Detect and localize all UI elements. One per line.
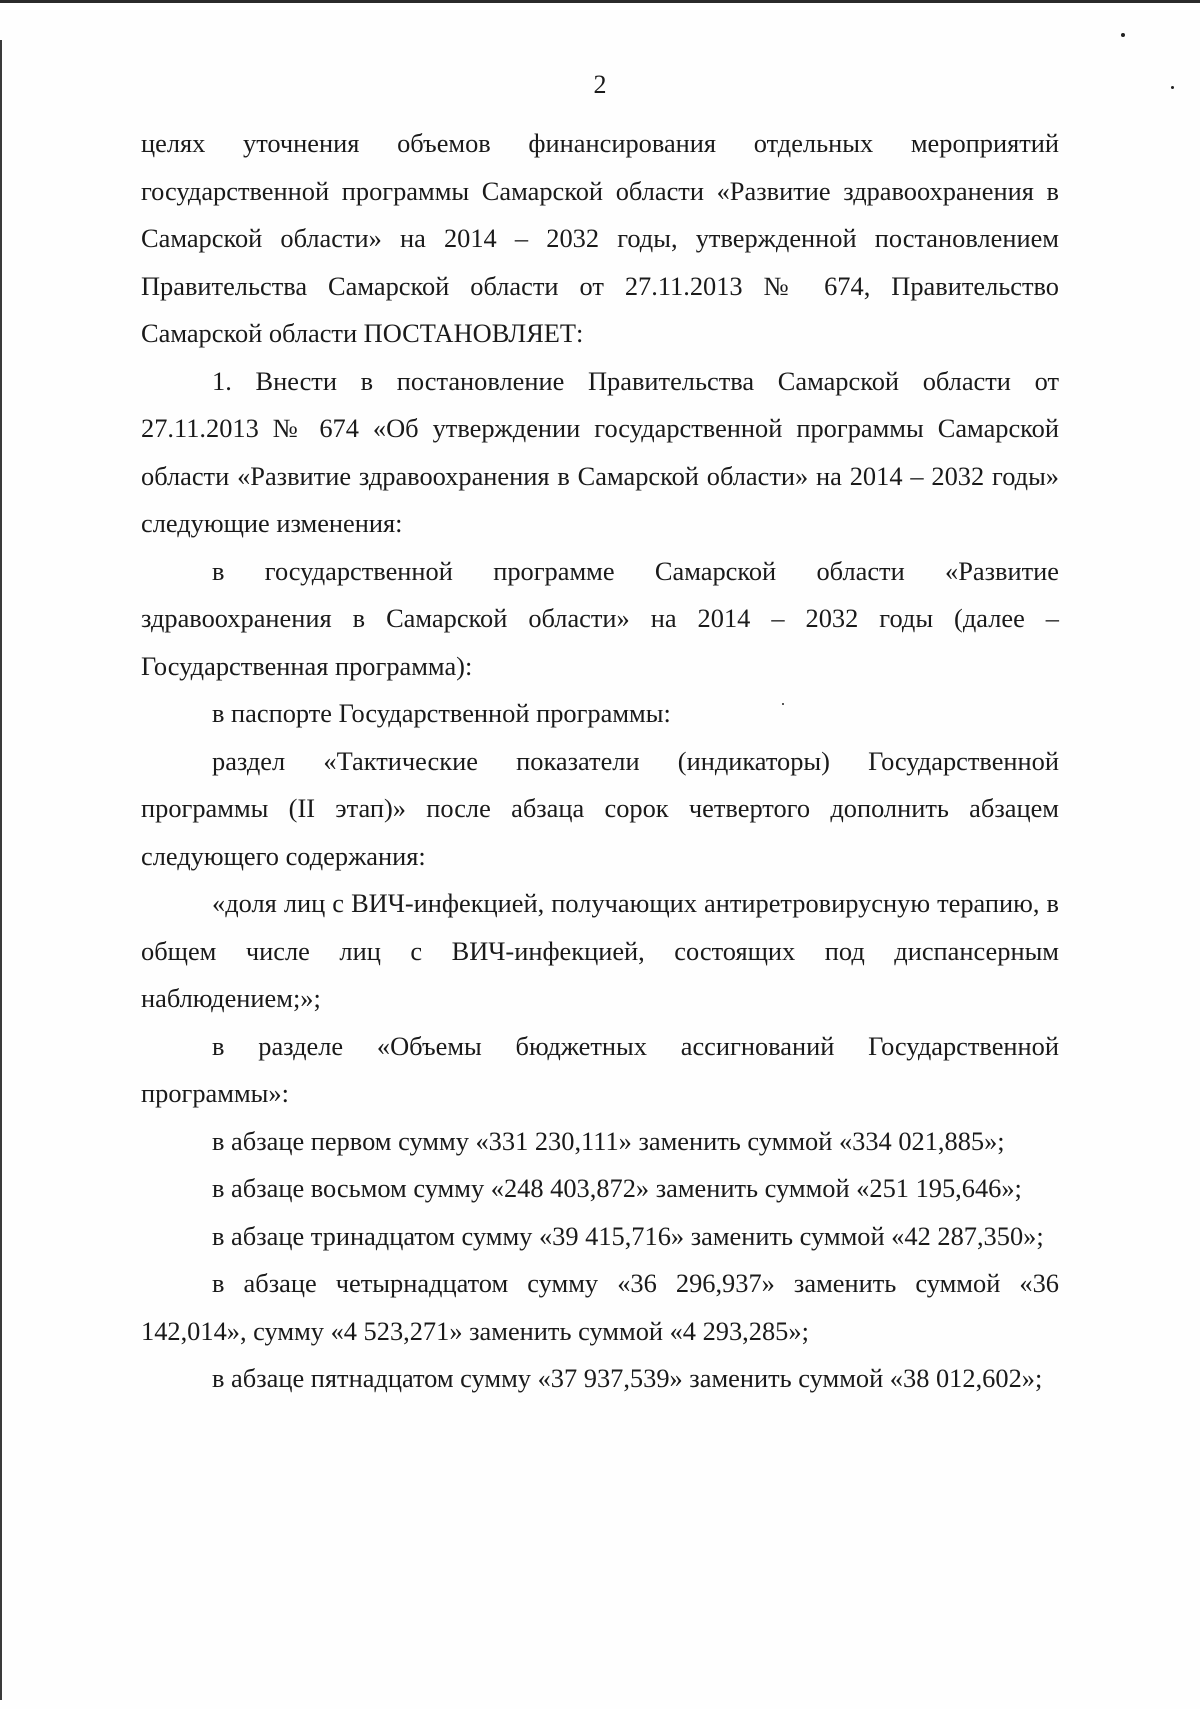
paragraph-amendment: в абзаце пятнадцатом сумму «37 937,539» заменить суммой «38 012,602»; (212, 1363, 1043, 1393)
paragraph-amendment: в абзаце восьмом сумму «248 403,872» заменить суммой «251 195,646»; (212, 1173, 1022, 1203)
paragraph-program: в государственной программе Самарской области «Развитие здравоохранения в Самарской области» на 2014 – 2032 годы (далее – Государственная программа): (141, 555, 1059, 681)
paragraph-hiv-indicator: «доля лиц с ВИЧ-инфекцией, получающих антиретровирусную терапию, в общем числе лиц с ВИЧ-инфекцией, состоящих под диспансерным наблюдением;»; (141, 888, 1059, 1013)
paragraph-item-1: 1. Внести в постановление Правительства Самарской области от 27.11.2013 № 674 «Об утверждении государственной программы Самарской области «Развитие здравоохранения в Самарской области» на 2014 – 2032 годы» следующие изменения: (141, 365, 1059, 538)
paragraph-section-budget: в разделе «Объемы бюджетных ассигнований Государственной программы»: (141, 1030, 1059, 1108)
scan-speck (1121, 33, 1125, 37)
scan-left-edge (0, 40, 2, 1700)
paragraph-amendment: в абзаце первом сумму «331 230,111» заменить суммой «334 021,885»; (212, 1125, 1005, 1156)
paragraph-amendment: в абзаце тринадцатом сумму «39 415,716» заменить суммой «42 287,350»; (212, 1220, 1044, 1251)
page-number: 2 (593, 70, 607, 99)
paragraph-passport: в паспорте Государственной программы: (212, 698, 671, 728)
document-body (141, 120, 1059, 1403)
paragraph-amendment: в абзаце четырнадцатом сумму «36 296,937» заменить суммой «36 142,014», сумму «4 523,271» заменить суммой «4 293,285»; (141, 1268, 1059, 1346)
scan-top-edge (0, 0, 1200, 3)
paragraph-section-indicators: раздел «Тактические показатели (индикаторы) Государственной программы (II этап)» после абзаца сорок четвертого дополнить абзацем следующего содержания: (141, 745, 1059, 871)
paragraph-preamble: целях уточнения объемов финансирования отдельных мероприятий государственной программы Самарской области «Развитие здравоохранения в Самарской области» на 2014 – 2032 годы, утвержденной постановлением Правительства Самарской области от 27.11.2013 № 674, Правительство Самарской области ПОСТАНОВЛЯЕТ: (141, 128, 1059, 348)
